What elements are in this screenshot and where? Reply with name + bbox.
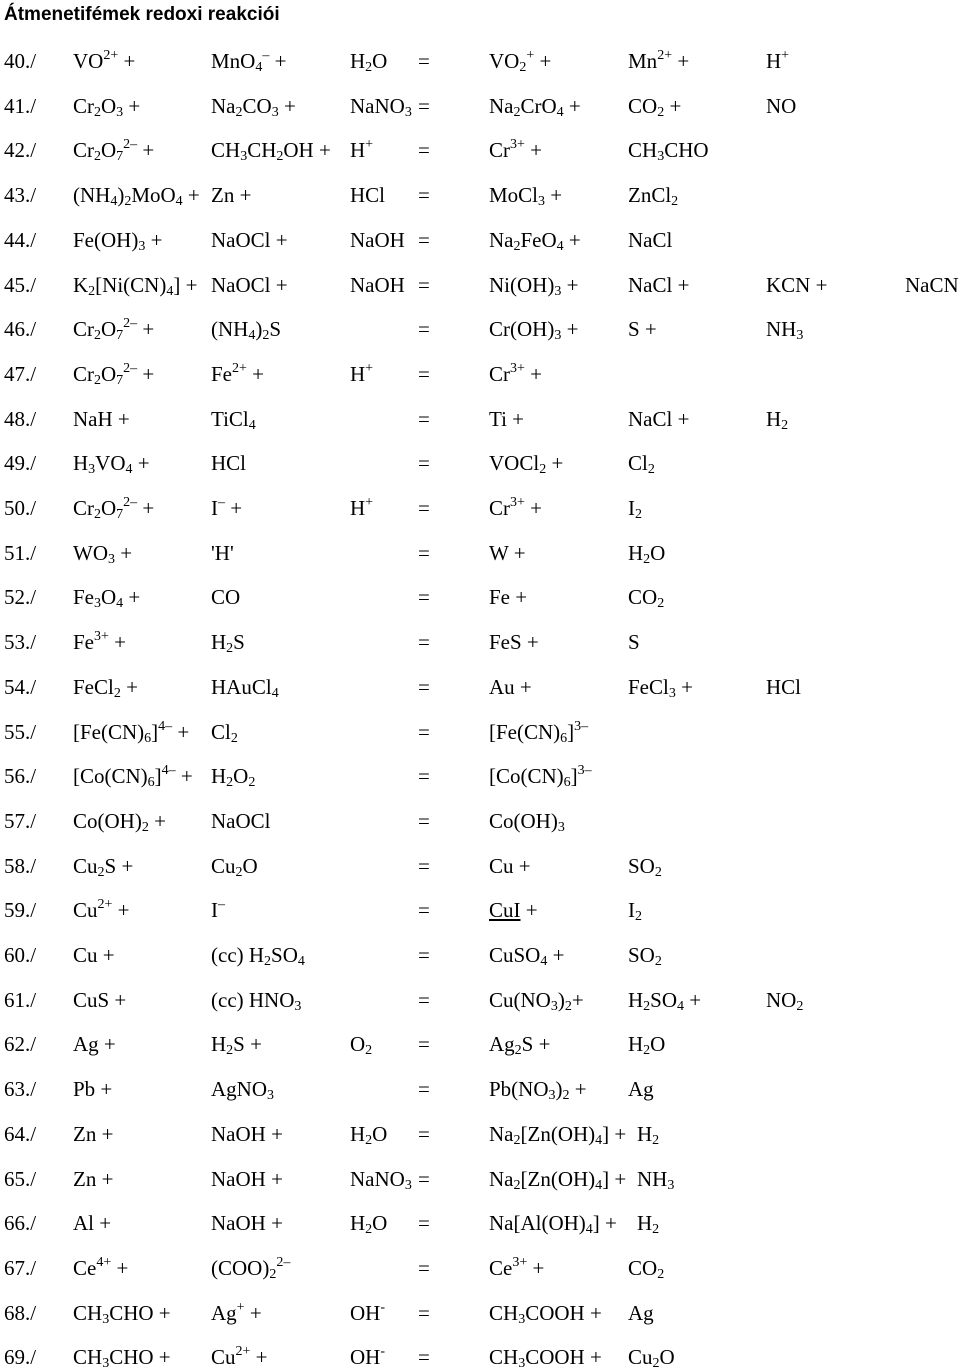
reactant-2: CO (211, 585, 241, 610)
equals-sign: = (418, 853, 430, 878)
product-3: H+ (766, 48, 790, 73)
equation-row (0, 359, 960, 389)
reactant-2: (cc) $H_2SO_4$ (211, 943, 305, 969)
product-3: HCl (766, 674, 802, 699)
equation-row (0, 270, 960, 300)
product-2: NaCl + (628, 272, 690, 297)
product-2: Ag (628, 1077, 654, 1102)
product-2: S (628, 630, 640, 655)
equals-sign: = (418, 1211, 430, 1236)
reactant-3: NaOH (350, 227, 405, 252)
product-2: Ag (628, 1300, 654, 1325)
reactant-2: $(NH_4)_2S$ (211, 317, 282, 344)
reactant-2: NaOCl + (211, 227, 288, 252)
reactant-1: $K_2[Ni(CN)_4]$ + (73, 272, 198, 299)
equation-number: 62./ (4, 1032, 37, 1057)
equation-row (0, 1029, 960, 1059)
reactant-1: $(NH_4)_2MoO_4$ + (73, 183, 200, 210)
equals-sign: = (418, 496, 430, 520)
reactant-2: $Cl_2$ (211, 719, 238, 746)
product-1: W + (489, 540, 526, 565)
equation-number: 58./ (4, 853, 37, 878)
product-1: Ti + (489, 406, 525, 431)
reactant-2: Ag+ + (211, 1299, 262, 1325)
product-2: NaCl (628, 227, 673, 252)
product-1: $Cr^{3+}$ + (489, 137, 542, 163)
equation-number: 46./ (4, 317, 37, 342)
product-1: $Na_2CrO_4$ + (489, 93, 581, 120)
reactant-1: Ag + (73, 1032, 116, 1057)
reactant-1: $Cu_2S$ + (73, 853, 134, 880)
reactant-2: MnO$_4$– + (211, 48, 287, 75)
product-2: $H_2O$ (628, 1032, 666, 1059)
reactant-1: FeCl$_2$ + (73, 674, 138, 701)
equals-sign: = (418, 674, 430, 699)
product-1: FeS + (489, 630, 539, 655)
product-2: $CH_3CHO$ (628, 138, 709, 165)
reactant-2: (cc) $HNO_3$ (211, 987, 302, 1014)
product-1: VOCl$_2$ + (489, 451, 564, 478)
reactant-2: AgNO$_3$ (211, 1077, 274, 1104)
equals-sign: = (418, 49, 430, 73)
reactant-2: $H_2S$ (211, 630, 245, 657)
equation-number: 67./ (4, 1255, 37, 1280)
product-1: CuSO$_4$ + (489, 943, 565, 969)
equals-sign: = (418, 361, 430, 386)
equation-number: 47./ (4, 361, 37, 386)
reactant-1: $Fe(OH)_3$ + (73, 227, 163, 254)
product-1: $CH_3COOH$ + (489, 1345, 602, 1372)
reactant-2: I– (211, 897, 225, 923)
equation-number: 42./ (4, 138, 37, 163)
equals-sign: = (418, 808, 430, 833)
product-1: $CH_3COOH$ + (489, 1300, 602, 1327)
equation-row (0, 538, 960, 568)
product-1: $Cr^{3+}$ + (489, 360, 542, 386)
equation-row (0, 985, 960, 1015)
product-1: Cu + (489, 853, 531, 878)
reactant-2: $Cu_2O$ (211, 853, 258, 880)
equation-row (0, 940, 960, 970)
equation-number: 61./ (4, 987, 37, 1012)
reactant-1: $Ce^{4+}$ + (73, 1254, 129, 1280)
product-2: S + (628, 317, 657, 342)
reactant-1: Zn + (73, 1166, 114, 1191)
equals-sign: = (418, 585, 430, 610)
equation-number: 55./ (4, 719, 37, 744)
reactant-3: NaNO$_3$ (350, 93, 412, 120)
equation-number: 44./ (4, 227, 37, 252)
reactant-1: $Cr_2O_7^{2-}$ + (73, 137, 155, 165)
product-1: $Cu(NO_3)_2+$ (489, 987, 584, 1014)
reactant-1: $Cr_2O_7^{2-}$ + (73, 316, 155, 344)
reactant-1: $Fe^{3+}$ + (73, 629, 126, 655)
product-1: $VO_2^+$ + (489, 48, 552, 75)
product-2: NaCl + (628, 406, 690, 431)
equals-sign: = (418, 540, 430, 565)
equation-number: 64./ (4, 1121, 37, 1146)
product-2: $H_2SO_4$ + (628, 987, 702, 1014)
equation-row (0, 1253, 960, 1283)
reactant-2: NaOH + (211, 1121, 283, 1146)
product-3: $H_2$ (766, 406, 789, 433)
product-2: $Mn^{2+}$ + (628, 48, 690, 73)
reactant-3: H+ (350, 495, 374, 520)
reactant-3: OH- (350, 1299, 386, 1325)
product-1: MoCl$_3$ + (489, 183, 563, 210)
reactant-2: I– + (211, 495, 243, 520)
product-1: $Na_2[Zn(OH)_4]$ + (489, 1166, 627, 1193)
reactant-3: $H_2O$ (350, 1121, 388, 1148)
reactant-1: $CH_3CHO$ + (73, 1345, 171, 1372)
equation-number: 69./ (4, 1345, 37, 1370)
equals-sign: = (418, 630, 430, 655)
equals-sign: = (418, 406, 430, 431)
equals-sign: = (418, 1345, 430, 1370)
equation-number: 63./ (4, 1077, 37, 1102)
product-1: Au + (489, 674, 532, 699)
product-1: $Co(OH)_3$ (489, 808, 565, 835)
equation-row (0, 806, 960, 836)
reactant-3: NaNO$_3$ (350, 1166, 412, 1193)
product-2: $CO_2$ + (628, 93, 682, 120)
product-2: $CO_2$ (628, 585, 665, 612)
product-2: $CO_2$ (628, 1255, 665, 1282)
product-1: $Cr(OH)_3$ + (489, 317, 579, 344)
equation-number: 59./ (4, 898, 37, 923)
equals-sign: = (418, 138, 430, 163)
equation-number: 60./ (4, 943, 37, 967)
product-1: $Ag_2S$ + (489, 1032, 551, 1059)
equation-number: 53./ (4, 630, 37, 655)
equation-row (0, 404, 960, 434)
product-2: $Cu_2O$ (628, 1345, 675, 1372)
reactant-2: 'H' (211, 540, 234, 565)
equation-row (0, 895, 960, 925)
reactant-3: H+ (350, 360, 374, 386)
product-1: $[Fe(CN)_6]^{3-}$ (489, 718, 589, 746)
reactant-2: Zn + (211, 183, 252, 208)
equation-row (0, 135, 960, 165)
equation-row (0, 314, 960, 344)
reactant-1: $VO^{2+}$ + (73, 48, 136, 73)
product-1: $Na_2[Zn(OH)_4]$ + (489, 1121, 627, 1148)
product-2: $H_2$ (637, 1121, 660, 1148)
equals-sign: = (418, 1300, 430, 1325)
product-2: $H_2O$ (628, 540, 666, 567)
reactant-2: $Fe^{2+}$ + (211, 360, 264, 386)
product-2: $SO_2$ (628, 943, 662, 969)
product-2: ZnCl$_2$ (628, 183, 679, 210)
equation-number: 48./ (4, 406, 37, 431)
equals-sign: = (418, 1255, 430, 1280)
equals-sign: = (418, 317, 430, 342)
product-2: $I_2$ (628, 496, 642, 522)
equals-sign: = (418, 227, 430, 252)
product-2: $Cl_2$ (628, 451, 655, 478)
product-3: NO (766, 93, 797, 118)
reactant-3: $H_2O$ (350, 1211, 388, 1238)
equals-sign: = (418, 1121, 430, 1146)
product-1: Fe + (489, 585, 528, 610)
equation-number: 52./ (4, 585, 37, 610)
product-2: $NH_3$ (637, 1166, 675, 1193)
reactant-2: NaOH + (211, 1211, 283, 1236)
reactant-2: $Na_2CO_3$ + (211, 93, 296, 120)
equation-number: 56./ (4, 764, 37, 789)
product-3: KCN + (766, 272, 828, 297)
reactant-3: $H_2O$ (350, 49, 388, 75)
equation-number: 40./ (4, 49, 37, 73)
reactant-1: $[Fe(CN)_6]^{4-}$ + (73, 718, 190, 746)
product-2: $I_2$ (628, 898, 642, 925)
equation-row (0, 672, 960, 702)
reactant-1: $[Co(CN)_6]^{4-}$ + (73, 763, 193, 791)
reactant-2: HAuCl$_4$ (211, 674, 279, 701)
equation-row (0, 448, 960, 478)
product-3: $NO_2$ (766, 987, 804, 1014)
equals-sign: = (418, 943, 430, 967)
equals-sign: = (418, 272, 430, 297)
product-1: CuI + (489, 898, 538, 923)
equation-row (0, 180, 960, 210)
equals-sign: = (418, 93, 430, 118)
equation-number: 66./ (4, 1211, 37, 1236)
equation-row (0, 1119, 960, 1149)
equation-number: 54./ (4, 674, 37, 699)
product-1: $Cr^{3+}$ + (489, 495, 542, 520)
reactant-3: H+ (350, 137, 374, 163)
product-1: $Ce^{3+}$ + (489, 1254, 545, 1280)
reactant-1: Pb + (73, 1077, 113, 1102)
page-title: Átmenetifémek redoxi reakciói (4, 4, 280, 25)
reactant-2: $H_2O_2$ (211, 764, 256, 791)
reactant-1: $WO_3$ + (73, 540, 133, 567)
reactant-2: $CH_3CH_2OH$ + (211, 138, 331, 165)
reactant-1: $Fe_3O_4$ + (73, 585, 141, 612)
reactant-2: NaOCl (211, 808, 271, 833)
reactant-2: TiCl$_4$ (211, 406, 256, 433)
reactant-1: NaH + (73, 406, 130, 431)
equation-row (0, 91, 960, 121)
reactant-1: $Cu^{2+}$ + (73, 897, 130, 923)
equation-row (0, 493, 960, 523)
equation-row (0, 627, 960, 657)
equals-sign: = (418, 1032, 430, 1057)
product-3: $NH_3$ (766, 317, 804, 344)
reactant-1: $Cr_2O_7^{2-}$ + (73, 360, 155, 388)
equation-number: 50./ (4, 496, 37, 520)
reactant-2: NaOCl + (211, 272, 288, 297)
product-2: $H_2$ (637, 1211, 660, 1238)
equation-number: 43./ (4, 183, 37, 208)
reactant-1: $Cr_2O_3$ + (73, 93, 141, 120)
equation-number: 45./ (4, 272, 37, 297)
equation-row (0, 225, 960, 255)
equals-sign: = (418, 1077, 430, 1102)
equation-row (0, 1074, 960, 1104)
reactant-1: Al + (73, 1211, 112, 1236)
reactant-2: $Cu^{2+}$ + (211, 1344, 268, 1370)
equation-row (0, 851, 960, 881)
reactant-3: NaOH (350, 272, 405, 297)
equals-sign: = (418, 719, 430, 744)
equation-row (0, 582, 960, 612)
reactant-2: HCl (211, 451, 247, 476)
product-1: $Ni(OH)_3$ + (489, 272, 579, 299)
equation-number: 68./ (4, 1300, 37, 1325)
product-1: $Na[Al(OH)_4]$ + (489, 1211, 617, 1238)
product-1: $Pb(NO_3)_2$ + (489, 1077, 587, 1104)
product-2: $SO_2$ (628, 853, 662, 880)
reactant-3: OH- (350, 1344, 386, 1370)
equation-row (0, 1342, 960, 1372)
reactant-1: CuS + (73, 987, 127, 1012)
equation-number: 49./ (4, 451, 37, 476)
equation-row (0, 46, 960, 76)
equation-number: 65./ (4, 1166, 37, 1191)
reactant-1: Zn + (73, 1121, 114, 1146)
equals-sign: = (418, 898, 430, 923)
product-4: NaCN (905, 272, 959, 297)
equals-sign: = (418, 764, 430, 789)
reactant-2: $H_2S$ + (211, 1032, 262, 1059)
product-2: FeCl$_3$ + (628, 674, 693, 701)
equation-row (0, 1298, 960, 1328)
equation-row (0, 1164, 960, 1194)
equation-number: 41./ (4, 93, 37, 118)
reactant-1: $Cr_2O_7^{2-}$ + (73, 495, 155, 522)
reactant-1: $Co(OH)_2$ + (73, 808, 166, 835)
reactant-1: $H_3VO_4$ + (73, 451, 150, 478)
reactant-3: $O_2$ (350, 1032, 373, 1059)
equals-sign: = (418, 987, 430, 1012)
reactant-3: HCl (350, 183, 386, 208)
equation-row (0, 1208, 960, 1238)
equals-sign: = (418, 183, 430, 208)
equation-number: 51./ (4, 540, 37, 565)
equation-row (0, 717, 960, 747)
equals-sign: = (418, 451, 430, 476)
equation-number: 57./ (4, 808, 37, 833)
reactant-2: NaOH + (211, 1166, 283, 1191)
reactant-1: Cu + (73, 943, 115, 967)
product-1: $Na_2FeO_4$ + (489, 227, 581, 254)
equation-row (0, 761, 960, 791)
reactant-2: $(COO)_2^{2-}$ (211, 1254, 291, 1282)
equals-sign: = (418, 1166, 430, 1191)
reactant-1: $CH_3CHO$ + (73, 1300, 171, 1327)
product-1: $[Co(CN)_6]^{3-}$ (489, 763, 592, 791)
